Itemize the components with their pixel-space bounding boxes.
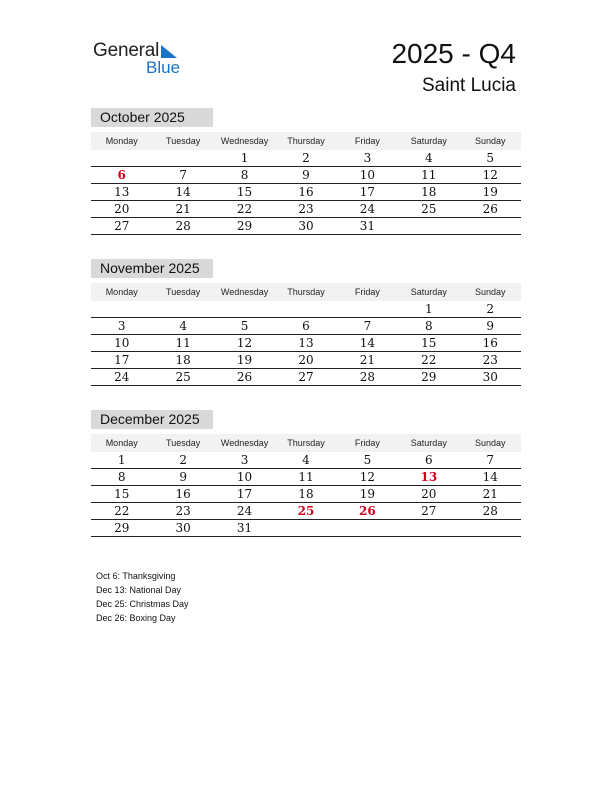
- month-calendar: [91, 410, 521, 537]
- month-calendar: [91, 108, 521, 235]
- day-cell: 8: [240, 168, 249, 182]
- logo-triangle-icon: [161, 43, 177, 59]
- week-row: [91, 301, 521, 318]
- day-cell: [152, 301, 213, 317]
- day-cell: 8: [425, 319, 433, 333]
- day-cell: 19: [236, 353, 253, 367]
- day-cell: 2: [179, 453, 187, 467]
- day-cell: 4: [179, 319, 187, 333]
- day-cell: 17: [359, 185, 376, 199]
- day-cell: 10: [359, 168, 376, 182]
- day-cell: 15: [236, 185, 253, 199]
- week-row: [91, 201, 521, 218]
- day-cell: 10: [114, 336, 130, 350]
- day-cell: 4: [425, 151, 433, 165]
- day-cell: 12: [236, 336, 253, 350]
- week-row: [91, 486, 521, 503]
- day-cell: 18: [175, 353, 191, 367]
- day-cell: 9: [486, 319, 495, 333]
- day-cell: [91, 301, 152, 317]
- day-cell: 13: [114, 185, 130, 199]
- day-cell: 27: [298, 370, 314, 384]
- day-cell: [91, 150, 152, 166]
- day-cell: 26: [482, 202, 498, 216]
- day-cell: 7: [363, 319, 372, 333]
- week-row: [91, 167, 521, 184]
- week-row: [91, 218, 521, 235]
- day-cell: 23: [482, 353, 498, 367]
- day-cell: 29: [114, 521, 130, 535]
- weekday-label: Friday: [354, 438, 380, 448]
- day-cell: 16: [482, 336, 498, 350]
- day-cell: 21: [359, 353, 376, 367]
- week-row: [91, 335, 521, 352]
- day-cell: [275, 301, 336, 317]
- week-row: [91, 352, 521, 369]
- weekday-label: Wednesday: [220, 136, 269, 146]
- day-cell: 3: [240, 453, 249, 467]
- day-cell: 22: [421, 353, 437, 367]
- weekday-label: Thursday: [287, 136, 325, 146]
- day-cell: 14: [359, 336, 376, 350]
- day-cell: 21: [175, 202, 191, 216]
- weekday-header: [91, 132, 521, 150]
- day-cell: 21: [482, 487, 498, 501]
- logo-text-blue: Blue: [146, 58, 181, 77]
- day-cell: 26: [236, 370, 253, 384]
- weekday-label: Wednesday: [220, 438, 269, 448]
- day-cell: 4: [302, 453, 310, 467]
- day-cell: 19: [359, 487, 376, 501]
- week-row: [91, 369, 521, 386]
- weekday-label: Sunday: [474, 438, 506, 448]
- day-cell: 23: [298, 202, 314, 216]
- day-cell: 28: [359, 370, 376, 384]
- day-cell: 24: [236, 504, 253, 518]
- day-cell: 27: [114, 219, 130, 233]
- day-cell: 6: [425, 453, 433, 467]
- weekday-label: Tuesday: [166, 438, 201, 448]
- day-cell: 29: [236, 219, 253, 233]
- weekday-label: Saturday: [410, 438, 447, 448]
- week-row: [91, 318, 521, 335]
- day-cell: 27: [421, 504, 437, 518]
- day-cell: 18: [421, 185, 437, 199]
- day-cell: [398, 218, 459, 234]
- day-cell: 14: [482, 470, 498, 484]
- day-cell: 29: [421, 370, 437, 384]
- day-cell: 13: [298, 336, 314, 350]
- day-cell: 30: [298, 219, 314, 233]
- day-cell: 6: [302, 319, 310, 333]
- day-cell: 2: [486, 302, 495, 316]
- day-cell: [398, 520, 459, 536]
- holiday-note: Dec 26: Boxing Day: [96, 613, 176, 623]
- day-cell: 17: [236, 487, 253, 501]
- weekday-label: Wednesday: [220, 287, 269, 297]
- weekday-label: Friday: [354, 287, 380, 297]
- day-cell: 12: [359, 470, 376, 484]
- week-row: [91, 452, 521, 469]
- month-calendar: [91, 259, 521, 386]
- holiday-notes: [96, 569, 189, 625]
- day-cell: 20: [298, 353, 314, 367]
- weekday-label: Thursday: [287, 287, 325, 297]
- day-cell: 15: [114, 487, 130, 501]
- week-row: [91, 184, 521, 201]
- day-cell: 11: [175, 336, 191, 350]
- weekday-label: Friday: [354, 136, 380, 146]
- logo: [93, 40, 193, 80]
- day-cell: 30: [482, 370, 498, 384]
- weekday-header: [91, 434, 521, 452]
- day-cell: 28: [482, 504, 498, 518]
- day-cell: 2: [302, 151, 310, 165]
- weekday-label: Saturday: [410, 287, 447, 297]
- day-cell: 1: [117, 453, 126, 467]
- day-cell: 1: [425, 302, 433, 316]
- day-cell: 20: [114, 202, 130, 216]
- day-cell: 7: [486, 453, 495, 467]
- day-cell: [337, 520, 398, 536]
- day-cell: 28: [175, 219, 191, 233]
- week-row: [91, 150, 521, 167]
- holiday-day-cell: 6: [117, 168, 126, 182]
- holiday-note: Oct 6: Thanksgiving: [96, 571, 176, 581]
- weekday-header: [91, 283, 521, 301]
- day-cell: 19: [482, 185, 498, 199]
- logo-text-general: General: [93, 40, 160, 61]
- day-cell: 17: [114, 353, 130, 367]
- week-row: [91, 503, 521, 520]
- day-cell: 15: [421, 336, 437, 350]
- day-cell: [275, 520, 336, 536]
- weekday-label: Monday: [105, 136, 138, 146]
- day-cell: 14: [175, 185, 191, 199]
- day-cell: 22: [236, 202, 253, 216]
- day-cell: 30: [175, 521, 191, 535]
- month-title: October 2025: [91, 108, 213, 127]
- month-title: November 2025: [91, 259, 213, 278]
- weekday-label: Sunday: [474, 287, 506, 297]
- day-cell: 9: [179, 470, 187, 484]
- day-cell: 5: [363, 453, 372, 467]
- weekday-label: Thursday: [287, 438, 325, 448]
- day-cell: [460, 218, 521, 234]
- holiday-note: Dec 13: National Day: [96, 585, 182, 595]
- day-cell: 20: [421, 487, 437, 501]
- weekday-label: Tuesday: [166, 287, 201, 297]
- holiday-day-cell: 26: [359, 504, 376, 518]
- day-cell: 9: [302, 168, 310, 182]
- holiday-day-cell: 13: [420, 470, 438, 484]
- weekday-label: Monday: [105, 287, 138, 297]
- day-cell: 3: [363, 151, 372, 165]
- weekday-label: Tuesday: [166, 136, 201, 146]
- day-cell: 10: [236, 470, 253, 484]
- day-cell: 1: [240, 151, 249, 165]
- day-cell: [214, 301, 275, 317]
- day-cell: 31: [359, 219, 376, 233]
- day-cell: 7: [179, 168, 187, 182]
- day-cell: 31: [236, 521, 253, 535]
- day-cell: [337, 301, 398, 317]
- page-title: 2025 - Q4: [391, 38, 516, 69]
- day-cell: 16: [298, 185, 314, 199]
- day-cell: 24: [114, 370, 130, 384]
- day-cell: 25: [421, 202, 437, 216]
- country-name: Saint Lucia: [421, 75, 516, 96]
- day-cell: 5: [486, 151, 495, 165]
- holiday-day-cell: 25: [297, 504, 315, 518]
- day-cell: 25: [175, 370, 191, 384]
- day-cell: 8: [117, 470, 126, 484]
- day-cell: 24: [359, 202, 376, 216]
- week-row: [91, 520, 521, 537]
- week-row: [91, 469, 521, 486]
- weekday-label: Sunday: [474, 136, 506, 146]
- day-cell: 11: [298, 470, 314, 484]
- day-cell: 5: [240, 319, 249, 333]
- day-cell: 23: [175, 504, 191, 518]
- day-cell: 11: [421, 168, 437, 182]
- day-cell: 18: [298, 487, 314, 501]
- weekday-label: Monday: [105, 438, 138, 448]
- day-cell: 12: [482, 168, 498, 182]
- month-title: December 2025: [91, 410, 213, 429]
- day-cell: [460, 520, 521, 536]
- day-cell: 16: [175, 487, 191, 501]
- holiday-note: Dec 25: Christmas Day: [96, 599, 189, 609]
- weekday-label: Saturday: [410, 136, 447, 146]
- day-cell: 3: [117, 319, 126, 333]
- day-cell: [152, 150, 213, 166]
- day-cell: 22: [114, 504, 130, 518]
